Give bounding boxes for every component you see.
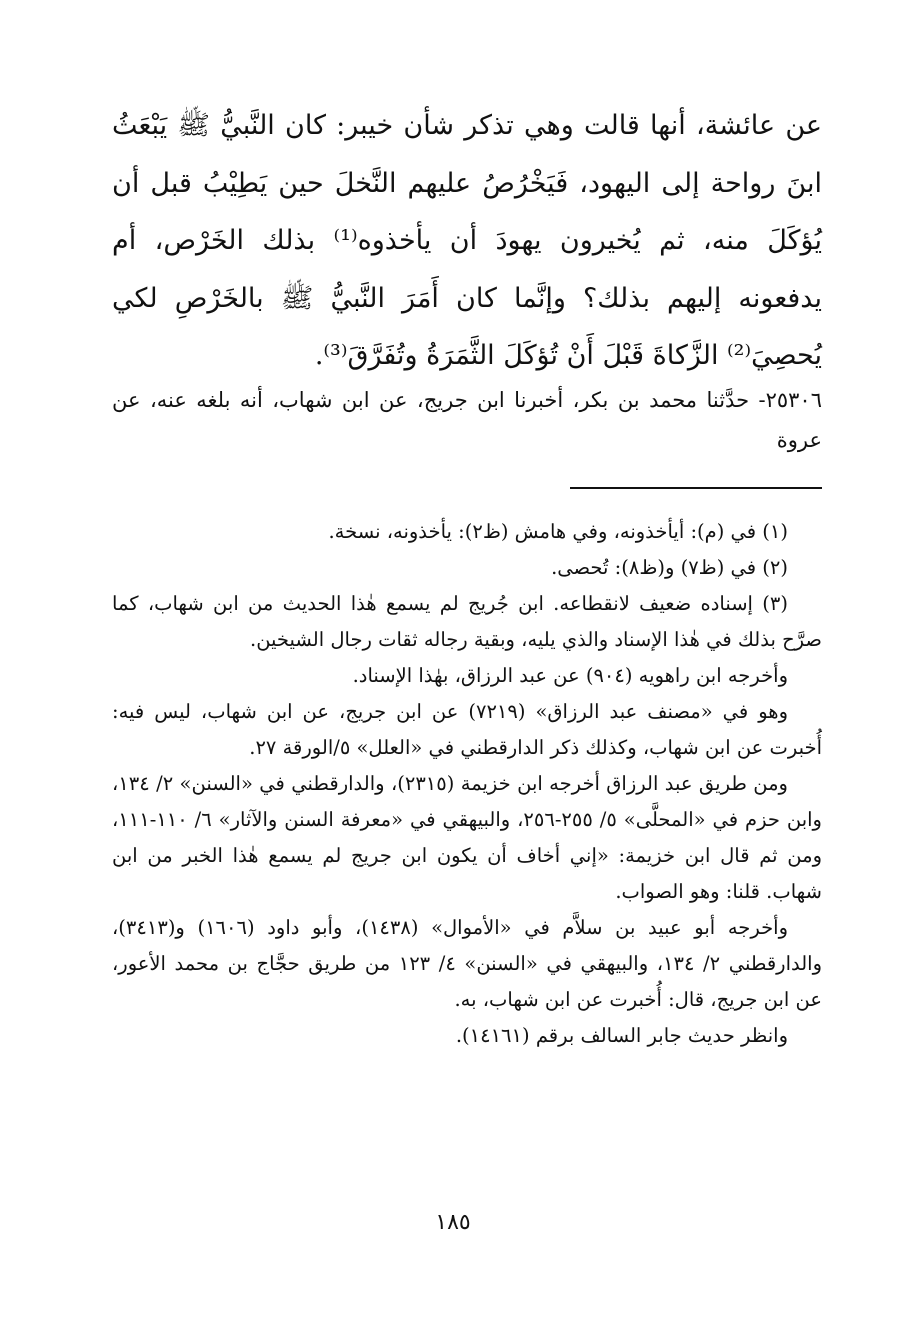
- hadith-25306: ٢٥٣٠٦- حدَّثنا محمد بن بكر، أخبرنا ابن جريج، عن ابن شهاب، أنه بلغه عنه، عن عروة: [112, 388, 822, 452]
- footnote-3-cont-2: وهو في «مصنف عبد الرزاق» (٧٢١٩) عن ابن جريج، عن ابن شهاب، ليس فيه: أُخبرت عن ابن شهاب، وكذلك ذكر الدارقطني في «العلل» ٥/الورقة ٢٧.: [112, 700, 822, 759]
- footnote-3-cont-3: ومن طريق عبد الرزاق أخرجه ابن خزيمة (٢٣١٥)، والدارقطني في «السنن» ٢/ ١٣٤، وابن حزم في «المحلَّى» ٥/ ٢٥٥-٢٥٦، والبيهقي في «معرفة السنن والآثار» ٦/ ١١٠-١١١، ومن ثم قال ابن خزيمة: «إني أخاف أن يكون ابن جريج لم يسمع هٰذا الخبر من ابن شهاب. قلنا: وهو الصواب.: [112, 772, 822, 903]
- page-number: ١٨٥: [435, 1210, 471, 1235]
- footnote-1: (١) في (م): أيأخذونه، وفي هامش (ظ٢): يأخذونه، نسخة.: [328, 520, 788, 543]
- footnote-3-cont-5: وانظر حديث جابر السالف برقم (١٤١٦١).: [455, 1024, 788, 1047]
- footnote-separator: [570, 487, 822, 489]
- footnote-3-cont-4: وأخرجه أبو عبيد بن سلاَّم في «الأموال» (١٤٣٨)، وأبو داود (١٦٠٦) و(٣٤١٣)، والدارقطني ٢/ ١٣٤، والبيهقي في «السنن» ٤/ ١٢٣ من طريق حجَّاج بن محمد الأعور، عن ابن جريج، قال: أُخبرت عن ابن شهاب، به.: [112, 916, 822, 1011]
- footnote-2: (٢) في (ظ٧) و(ظ٨): تُحصى.: [551, 556, 788, 579]
- footnote-3-cont-1: وأخرجه ابن راهويه (٩٠٤) عن عبد الرزاق، بهٰذا الإسناد.: [352, 664, 788, 687]
- footnotes: [112, 514, 822, 1054]
- main-hadith-text: عن عائشة، أنها قالت وهي تذكر شأن خيبر: كان النَّبيُّ ﷺ يَبْعَثُ ابنَ رواحة إلى اليهود، فَيَخْرُصُ عليهم النَّخلَ حين يَطِيْبُ قبل أن يُؤكَلَ منه، ثم يُخيرون يهودَ أن يأخذوه⁽¹⁾ بذلك الخَرْص، أم يدفعونه إليهم بذلك؟ وإنَّما كان أَمَرَ النَّبيُّ ﷺ بالخَرْصِ لكي يُحصِيَ⁽²⁾ الزَّكاةَ قَبْلَ أَنْ تُؤكَلَ الثَّمَرَةُ وتُفَرَّقَ⁽³⁾.: [112, 110, 822, 371]
- footnote-3: (٣) إسناده ضعيف لانقطاعه. ابن جُريج لم يسمع هٰذا الحديث من ابن شهاب، كما صرَّح بذلك في هٰذا الإسناد والذي يليه، وبقية رجاله ثقات رجال الشيخين.: [112, 592, 822, 651]
